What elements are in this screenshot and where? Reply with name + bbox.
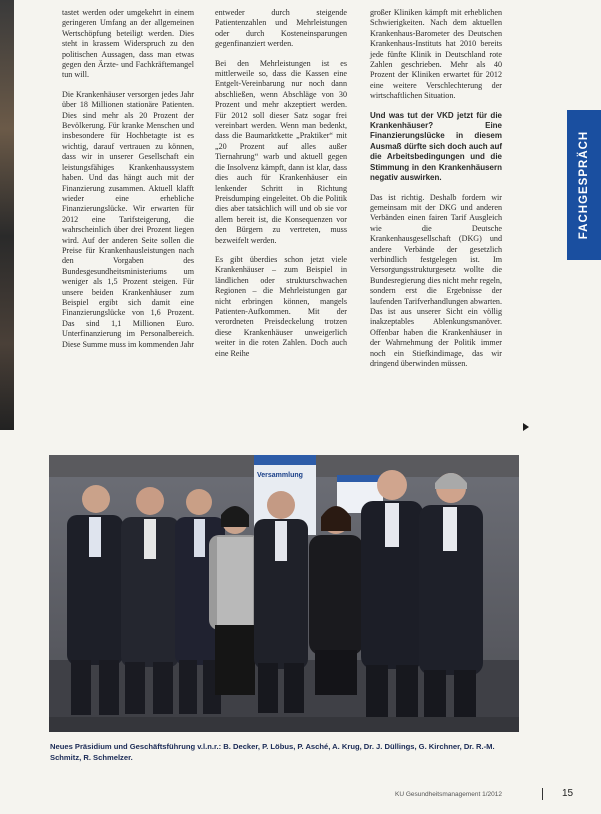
text-column-3: [370, 8, 502, 378]
text-column-1: [62, 8, 194, 359]
footer-divider: [542, 788, 543, 800]
paragraph: entweder durch steigende Patientenzahlen und Mehrleistungen oder durch Kosteneinsparungen gegenfinanziert werden.: [215, 8, 347, 49]
interview-question: Und was tut der VKD jetzt für die Krankenhäuser? Eine Finanzierungslücke in diesem Ausmaß dürfte sich doch auch auf die Arbeitsbedingungen und die Stimmung in den Krankenhäusern negativ auswirken.: [370, 110, 502, 183]
section-tab-label: FACHGESPRÄCH: [578, 130, 590, 240]
paragraph: Es gibt überdies schon jetzt viele Krankenhäuser – zum Beispiel in ländlichen oder strukturschwachen Regionen – die Mehrleistungen gar nicht erbringen können, mangels Patienten-Aufkommen. Mit der verordneten Preisdeckelung trotzen diese Krankenhäuser unweigerlich weiter in die roten Zahlen. Doch auch eine Reihe: [215, 254, 347, 358]
paragraph: Die Krankenhäuser versorgen jedes Jahr über 18 Millionen stationäre Patienten. Dies sind mehr als 20 Prozent der Bevölkerung. Für kranke Menschen und insbesondere für Hochbetagte ist es wichtig, darauf vertrauen zu können, dass wir in unserer Gesellschaft ein leistungsfähiges Krankenhaussystem haben. Und das hängt auch mit der Finanzierung zusammen. Aktuell klafft wieder eine erhebliche Finanzierungslücke. Wir erwarten für 2012 eine Tarifsteigerung, die wahrscheinlich über drei Prozent liegen wird. Auf der anderen Seite sollen die Preise für Krankenhausleistungen nach den Vorgaben des Bundesgesundheitsministeriums um weniger als 1,5 Prozent steigen. Für unsere beiden Krankenhäuser zum Beispiel ergibt sich damit eine Finanzierungslücke von 1,6 Prozent. Das sind 1,1 Millionen Euro. Unterfinanzierung im Personalbereich. Diese Summe muss im kommenden Jahr: [62, 89, 194, 349]
continue-arrow-icon: [523, 423, 529, 431]
banner-text: Versammlung: [257, 472, 303, 479]
section-tab: [567, 110, 601, 260]
page-number: 15: [562, 788, 574, 799]
footer-journal-title: KU Gesundheitsmanagement 1/2012: [395, 791, 502, 798]
page-edge-image-strip: [0, 0, 14, 430]
interview-answer: Das ist richtig. Deshalb fordern wir gemeinsam mit der DKG und anderen Verbänden einen fairen Tarif Ausgleich wie die Deutsche Krankenhausgesellschaft (DKG) und andere Verbände der gesetzlich verbindlich festgelegen ist. Im Versorgungsstrukturgesetz wollte die Bundesregierung dies nicht mehr regeln, sondern erst die Ergebnisse der laufenden Tarifverhandlungen abwarten. Das ist aus unserer Sicht ein völlig inakzeptables Ablenkungsmanöver. Offenbar haben die Krankenhäuser in der Wahrnehmung der Politik immer noch ein Stiefkindimage, das wir dringend überwinden müssen.: [370, 192, 502, 368]
photo-caption: Neues Präsidium und Geschäftsführung v.l.n.r.: B. Decker, P. Löbus, P. Asché, A. Krug, Dr. J. Düllings, G. Kirchner, Dr. R.-M. Schmitz, R. Schmelzer.: [50, 742, 495, 762]
paragraph: Bei den Mehrleistungen ist es mittlerweile so, dass die Kassen eine Entgelt-Vereinbarung nur noch dann abschließen, wenn Abschläge von 30 Prozent und mehr akzeptiert werden. Für 2012 soll dieser Satz sogar frei vereinbart werden. Wenn man bedenkt, dass die Baumarktkette „Praktiker“ mit „20 Prozent auf alles außer Tiernahrung“ warb und aktuell gegen die Insolvenz kämpft, dann ist klar, dass dies auch für Krankenhäuser ein lenkender Schritt in Richtung Preisdumping eingeleitet. Ob die Politik dies aber tatsächlich will und ob sie vor allem bereit ist, die Konsequenzen vor den Bürgern zu vertreten, muss bezweifelt werden.: [215, 58, 347, 245]
paragraph: tastet werden oder umgekehrt in einem geringeren Umfang an der allgemeinen Wertschöpfung beteiligt werden. Dies steht in krassem Widerspruch zu den politischen Aussagen, dass man etwas gegen den Ärzte- und Fachkräftemangel tun will.: [62, 8, 194, 80]
group-photo-illustration: [49, 455, 519, 732]
paragraph: großer Kliniken kämpft mit erheblichen Schwierigkeiten. Nach dem aktuellen Krankenhaus-Barometer des Deutschen Krankenhaus-Instituts hat 2010 bereits jede fünfte Klinik in Deutschland rote Zahlen geschrieben. Mehr als 40 Prozent der Kliniken erwartet für 2012 eine weitere Verschlechterung der wirtschaftlichen Situation.: [370, 8, 502, 101]
group-photo: [49, 455, 519, 732]
text-column-2: [215, 8, 347, 368]
